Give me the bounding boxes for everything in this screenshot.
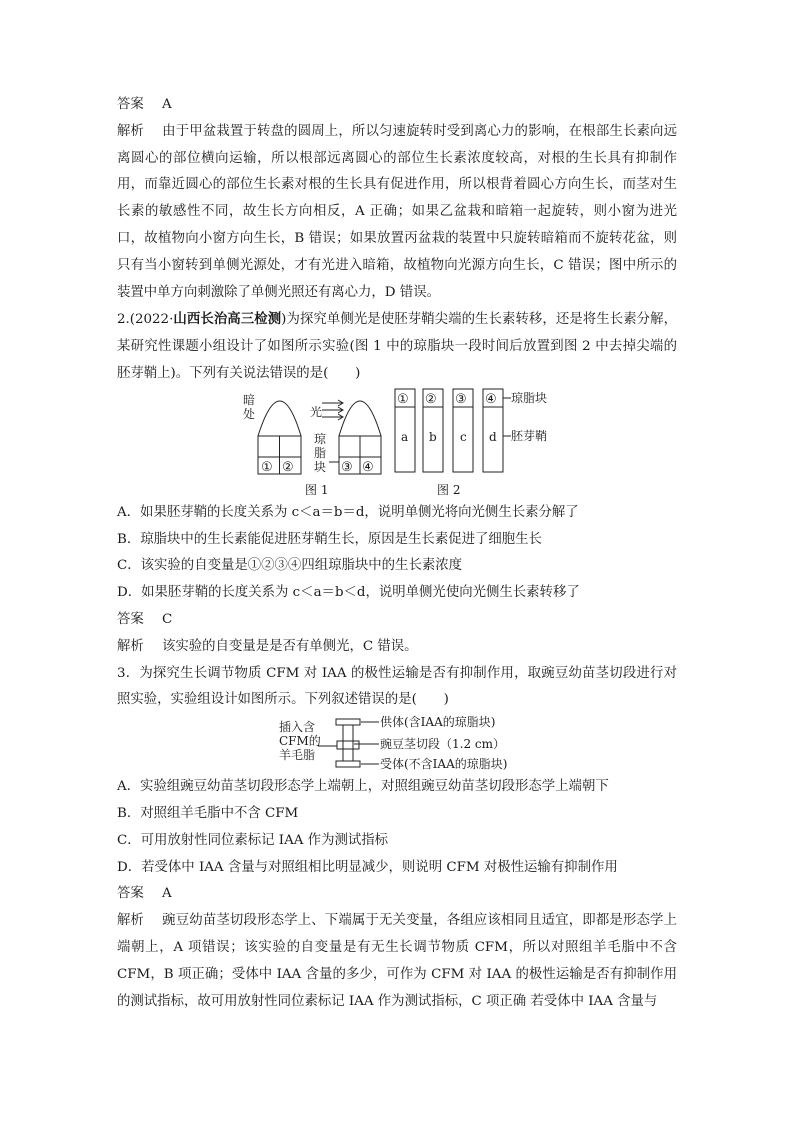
coleoptile-b: b [429,429,437,444]
analysis-label: 解析 [117,638,144,654]
coleoptile-tip-dark [258,401,301,436]
block-4: ④ [362,459,374,475]
stem-apparatus [336,719,360,767]
q1-analysis [117,119,677,307]
q3-option-d: D．若受体中 IAA 含量与对照组相比明显减少，则说明 CFM 对极性运输有抑制作用 [117,859,618,875]
fig2-caption: 图 2 [437,482,461,497]
answer-label: 答案 [117,97,144,112]
answer-label: 答案 [117,611,144,627]
agar-label-3: 块 [314,459,327,474]
right-coleoptile-label: 胚芽鞘 [511,428,548,443]
q2-answer [117,607,677,634]
q3-figure [117,714,677,774]
fig2-block-2: ② [425,391,437,407]
analysis-label: 解析 [117,913,144,929]
analysis-text: 由于甲盆栽置于转盘的圆周上，所以匀速旋转时受到离心力的影响，在根部生长素向远离圆心的部位横向运输，所以根部远离圆心的部位生长素浓度较高，对根的生长具有抑制作用，而靠近圆心的部位生长素对根的生长具有促进作用，所以根背着圆心方向生长，而茎对生长素的敏感性不同，故生长方向相反，A 正确；如果乙盆栽和暗箱一起旋转，则小窗为进光口，故植物向小窗方向生长，B 错误；如果放置丙盆栽的装置中只旋转暗箱而不旋转花盆，则只有当小窗转到单侧光源处，才有光进入暗箱，故植物向光源方向生长，C 错误；图中所示的装置中单方向刺激除了单侧光照还有离心力，D 错误。 [117,123,677,300]
q2-source: 山西长治高三检测 [173,311,282,328]
receiver-label: 受体(不含IAA的琼脂块) [380,757,508,772]
answer-value: A [162,97,172,112]
q3-analysis [117,908,677,1015]
q3-answer [117,881,677,908]
coleoptile-a: a [401,429,409,444]
coleoptile-d: d [489,429,497,444]
dark-label-1: 暗 [243,392,256,407]
q1-answer [117,92,677,119]
q2-figure [117,388,677,500]
stem-segment [343,725,353,761]
right-agar-label: 琼脂块 [511,390,548,405]
block-1: ① [261,459,273,475]
q2-option-d: D．如果胚芽鞘的长度关系为 c＜a＝b＜d，说明单侧光使向光侧生长素转移了 [117,585,580,601]
lanolin-label-2: CFM的 [279,734,321,749]
agar-label-2: 脂 [314,445,327,460]
lanolin-label-1: 插入含 [279,720,316,735]
agar-label-1: 琼 [314,431,327,446]
q2-stem-prefix: 2.(2022· [117,312,174,328]
analysis-text: 豌豆幼苗茎切段形态学上、下端属于无关变量，各组应该相同且适宜，即都是形态学上端朝上，A 项错误；该实验的自变量是有无生长调节物质 CFM，所以对照组羊毛脂中不含 CFM，B 项正确；受体中 IAA 含量的多少，可作为 CFM 对 IAA 的极性运输是否有抑制作用的测试指标，故可用放射性同位素标记 IAA 作为测试指标，C 项正确 若受体中 IAA 含量与 [117,913,677,1009]
lanolin-ring [337,741,359,749]
q2-stem [117,306,677,387]
fig2-block-4: ④ [485,391,497,407]
q2-option-b: B．琼脂块中的生长素能促进胚芽鞘生长，原因是生长素促进了细胞生长 [117,531,542,547]
answer-value: C [162,611,173,627]
coleoptile-tip-light [339,401,381,436]
document-page [117,92,677,1015]
segment-label: 豌豆茎切段（1.2 cm） [380,737,505,752]
q3-option-a: A．实验组豌豆幼苗茎切段形态学上端朝上，对照组豌豆幼苗茎切段形态学上端朝下 [117,779,609,795]
q3-stem: 3．为探究生长调节物质 CFM 对 IAA 的极性运输是否有抑制作用，取豌豆幼苗茎切段进行对照实验，实验组设计如图所示。下列叙述错误的是( ) [117,665,677,708]
q2-option-c: C．该实验的自变量是①②③④四组琼脂块中的生长素浓度 [117,558,463,574]
coleoptile-diagram [117,388,677,500]
receiver-block [336,761,360,767]
dark-label-2: 处 [243,406,256,421]
stem-segment-diagram [117,714,677,774]
analysis-text: 该实验的自变量是是否有单侧光，C 错误。 [162,638,418,654]
light-arrows [322,400,343,420]
q3-option-c: C．可用放射性同位素标记 IAA 作为测试指标 [117,832,389,848]
fig2-block-1: ① [397,391,409,407]
fig1-caption: 图 1 [305,482,329,497]
fig2-block-3: ③ [455,391,467,407]
lanolin-label-3: 羊毛脂 [279,748,316,763]
donor-label: 供体(含IAA的琼脂块) [380,715,496,730]
coleoptile-c: c [460,429,467,444]
q2-option-a: A．如果胚芽鞘的长度关系为 c＜a＝b＝d，说明单侧光将向光侧生长素分解了 [117,504,579,520]
q2-stem-text: )为探究单侧光是使胚芽鞘尖端的生长素转移，还是将生长素分解，某研究性课题小组设计了如图所示实验(图 1 中的琼脂块一段时间后放置到图 2 中去掉尖端的胚芽鞘上)。下列有关说法错误的是( ) [117,312,677,381]
answer-label: 答案 [117,886,144,902]
block-3: ③ [341,459,353,475]
donor-block [336,719,360,725]
q2-analysis [117,634,677,661]
analysis-label: 解析 [117,123,144,139]
answer-value: A [162,886,172,902]
block-2: ② [282,459,294,475]
light-label: 光 [310,404,323,419]
q3-option-b: B．对照组羊毛脂中不含 CFM [117,805,299,821]
